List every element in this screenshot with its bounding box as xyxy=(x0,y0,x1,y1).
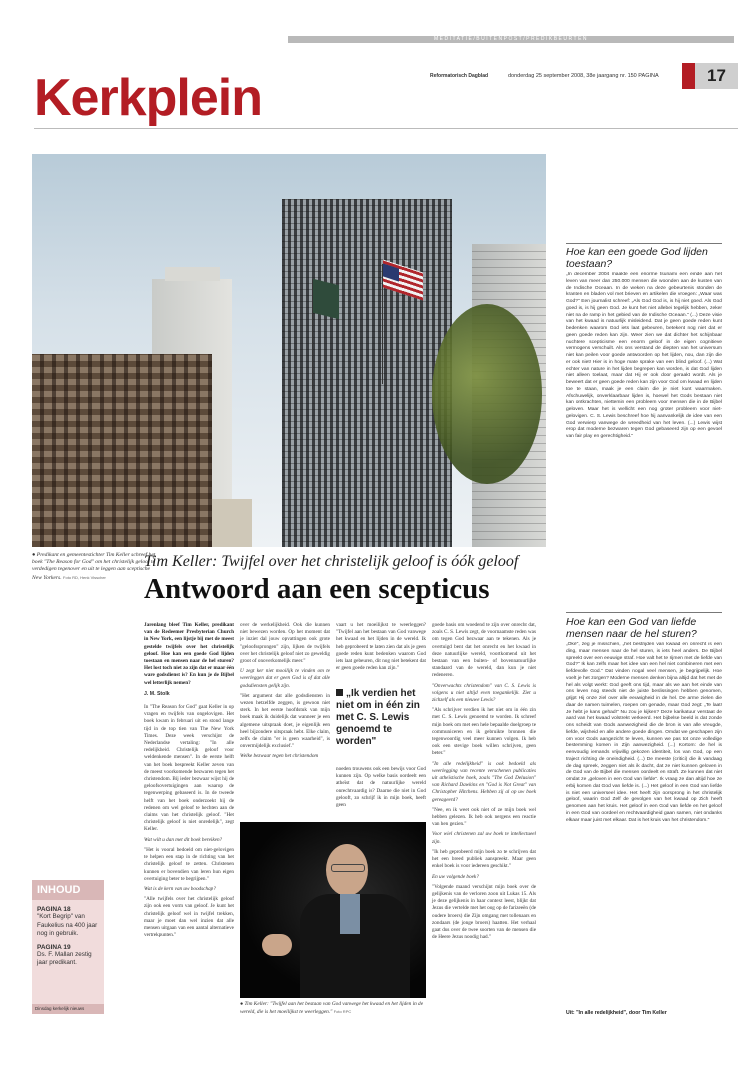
keller-photo-caption xyxy=(240,1001,426,1016)
article-column-4 xyxy=(432,622,536,944)
answer-6: "Nee, en ik weet ook niet of ze mijn boek wel hebben gelezen. Ik heb ook nergens een reactie van hen gezien." xyxy=(432,806,536,828)
article-column-2 xyxy=(240,622,330,764)
keller-glasses xyxy=(331,864,365,872)
sidebar2-source: Uit: "In alle redelijkheid", door Tim Keller xyxy=(566,1010,667,1016)
question-2: Wat is de kern van uw boodschap? xyxy=(144,885,216,892)
keller-shirt xyxy=(340,894,360,934)
answer-3: "Het argument dat alle godsdiensten in wezen hetzelfde zeggen, is gewoon niet sterk. In het eerste hoofdstuk van mijn boek maak ik duidelijk dat wanneer je een algemene uitspraak doet, je eigenlijk een heel bijzondere uitspraak hebt. Elke claim, zelfs de claim "er is geen waarheid", is onvermijdelijk exclusief." xyxy=(240,692,330,750)
caption-bullet: ● xyxy=(32,552,37,558)
sidebar2-rule xyxy=(566,612,722,613)
caption-bullet-2: ● xyxy=(240,1001,245,1007)
pull-quote-text: „Ik verdien het niet om in één zin met C. S. Lewis genoemd te worden" xyxy=(336,688,420,747)
sidebar2-title: Hoe kan een God van liefde mensen naar de hel sturen? xyxy=(566,616,697,640)
answer-5: "Als schrijver verdien ik het niet om in één zin met C. S. Lewis genoemd te worden. Ik schreef mijn boek om met een hele bepaalde doelgroep te communiceren en ik gebruikte bronnen die tegenwoordig veel meer kunnen volgen. Ik heb ook een stevige boek willen schrijven, geen beter." xyxy=(432,707,536,757)
caption-credit: Foto RD, Henk Visscher xyxy=(63,574,106,580)
question-5: "Onverwachts christendom" van C. S. Lewis is volgens u niet altijd even toegankelijk. Ziet u zichzelf als een nieuwe Lewis? xyxy=(432,682,536,704)
dateline: donderdag 25 september 2008, 38e jaargang nr. 150 PAGINA xyxy=(508,73,659,79)
central-skyscraper-floors xyxy=(282,199,452,547)
tree-foliage xyxy=(432,304,542,484)
question-8: En uw volgende boek? xyxy=(432,873,479,880)
tower-left-top xyxy=(165,267,220,281)
small-building xyxy=(212,499,252,547)
pull-quote-marker xyxy=(336,689,343,696)
question-3: U zegt ker niet mooilijk te vinden om te weerleggen dat er geen God is of dat alle godsdiensten gelijk zijn. xyxy=(240,668,330,689)
answer-8: "Volgende maand verschijnt mijn boek over de gelijkenis van de verloren zoon uit Lukas 15. Als je deze gelijkenis in haar context leest, blijkt dat Jezus die vertelde met het oog op de farizeeën (de oudere broers) die Zijn omgang met tollenaars en zondaars (de jonge broers) haatten. Het verhaal gaat dus over de twee soorten van de mensen die de Heere Jezus noodig had." xyxy=(432,883,536,941)
page-number-bar xyxy=(682,63,695,89)
inhoud-title: INHOUD xyxy=(32,880,104,900)
article-column-3b xyxy=(336,766,426,812)
article-column-3 xyxy=(336,622,426,675)
inhoud-item-18: "Kort Begrip" van Faukelius na 400 jaar nog in gebruik. xyxy=(37,913,98,937)
pull-quote xyxy=(336,688,426,748)
question-1: Wat wilt u dan met dit boek bereiken? xyxy=(144,836,223,843)
keller-caption-text: Tim Keller: "Twijfel aan het bestaan van God vanwege het kwaad en het lijden in de wereld, die is het moeilijkst te weerleggen." xyxy=(240,1001,424,1015)
sidebar1-title: Hoe kan een goede God lijden toestaan? xyxy=(566,246,708,270)
section-strip: MEDITATIE/BUITENPOST/PREDIKBEURTEN xyxy=(288,36,734,43)
article-lead: Jarenlang bleef Tim Keller, predikant van de Redeemer Presbyterian Church in New York, een lijstje bij met de meest gestelde twijfels over het christelijk geloof. Hoe kan een goede God lijden toestaan en mensen naar de hel sturen? Het lost toch niet zo zijn dat er maar één ware godsdienst is? En kun je de Bijbel wel letterlijk nemen? xyxy=(144,622,234,686)
article-headline: Antwoord aan een scepticus xyxy=(144,573,490,605)
sidebar2-text: „Oké", zeg je misschien, „het bestrijden van kwaad en onrecht is een ding, maar mensen naar de hel sturen, is iets heel anders. De Bijbel spreekt over een eeuwige straf. Hoe valt het te rijmen met de liefde van God?" Ik kan zelfs maar het idee van een hel niet combineren met een liefdevolle God." Dat vinden nogal veel mensen, je begrijpelijk. Hoe voelt je het zorgen? Moderne mensen denken bijna altijd dat het met de hel als volgt werkt: God geeft ons tijd, maar als we aan het einde van ons leven nog steeds niet de juiste beslissingen hebben genomen, grijpt Hij onze ziel over alle eeuwigheid in de hel. De arme zielen die daar de namen tuimelen, roepen om genade, maar God zegt: „Te laat! Je hebt je kans gehad!" Nu zou je kijken? Deze karikatuur verstaat de aard van het kwaad volstrekt verkeerd. Het bijbelse beeld is dat zonde ons scheidt van Gods aanwezigheid die de bron is van alle vreugde, liefde, wijsheid en alle andere goede dingen. Omdat we geschapen zijn om voor Gods aangezicht te leven, kunnen we pas tot onze volledige bestemming komen in Zijn aanwezigheid. (...) Kortom: de hel is eenvoudig iemands vrijwillig gekozen identiteit, los van God, op een traject richting de oneindigheid. (...) De meeste (critici) die ik vandaag de dag spreek, zeggen niet als ik dacht, dat ze niet kunnen geloven in de God van de Bijbel die mensen oordeelt en straft. Ze kunnen dat niet omdat ze „geloven in een God van liefde". Ik vraag ze dan altijd hoe ze erbij komen dat God van liefde is. (...) Het geloof in een God van liefde is niet een universeel idee. Het heeft zijn oorsprong in het christelijk geloof, waarin God Zelf de gevolgen van het kwaad op Zich heeft genomen aan het kruis. Het geloof in een God van liefde en het geloof in een God van oordeel en rechtvaardigheid gaan samen, niet ondanks elkaar maar juist met elkaar. Dat is het kruis van het christendom." xyxy=(566,642,722,823)
answer-2: "Alle twijfels over het christelijk geloof zijn ook een vorm van geloof. Je kunt het christelijk geloof wel in twijfel trekken, maar je moet dan wel inzien dat alle mensen uitgaan van een aantal alternatieve vertrekpunten." xyxy=(144,896,234,939)
article-body-4: goede basis om woedend te zijn over onrecht dat, zoals C. S. Lewis zegt, de voornaamste reden was om tegen God bezwaar aan te tekenen. Als je overtuigd bent dat het onrecht en het kwaad in deze natuurlijke wereld, voortkomend uit het bestaan van een buiten- of bovennatuurlijke standaard van de wereld, dan kun je niet redeneren. xyxy=(432,622,536,679)
inhoud-page-18: PAGINA 18 xyxy=(37,906,71,913)
article-body-3: vaart u het moeilijkst te weerleggen? "Twijfel aan het bestaan van God vanwege het kwaad en het lijden in de wereld. Ik heb geprobeerd te laten zien dat als je geen goede reden kunt bedenken waarom God iets laat gebeuren, dit nog niet betekent dat er geen goede reden kan zijn." xyxy=(336,622,426,672)
keller-hand xyxy=(262,934,292,956)
brown-building-windows xyxy=(32,354,212,547)
main-photo-caption xyxy=(32,552,156,582)
keller-caption-credit: Foto RPC xyxy=(333,1009,352,1014)
section-title: Kerkplein xyxy=(34,69,262,127)
inhoud-box xyxy=(32,880,104,1004)
question-7: Voor wiel christenen zal uw boek te intellectueel zijn. xyxy=(432,831,536,845)
answer-1: "Het is vooral bedoeld om niet-gelovigen te helpen een stap in de richting van het christelijk geloof te zetten. Christenen kunnen er bovendien van leren hun eigen overtuiging beter te begrijpen." xyxy=(144,846,234,882)
article-body-2: over de werkelijkheid. Ook die kunnen niet bewezen worden. Op het moment dat je inziet dal jouw opvattingen ook grote "geloofssprongen" zijn, lijken de twijfels over het christelijk geloof niet zo geweldig groot of onoverkomelijk meer." xyxy=(240,622,330,665)
inhoud-item-19: Ds. F. Mallan zestig jaar predikant. xyxy=(37,950,92,966)
answer-7: "Ik heb geprobeerd mijn boek zo te schrijven dat het een breed publiek aanspreekt. Maar geen enkel boek is voor iedereen geschikt." xyxy=(432,848,536,870)
article-author: J. M. Stolk xyxy=(144,690,170,697)
question-6: "In alle redelijkheid" is ook bedoeld als weerlegging van recente verschenen publicaties uit atheïstische hoek, zoals "The God Delusion" van Richard Dawkins en "God is Not Great" van Christopher Hitchens. Hebben zij al op uw boek gereageerd? xyxy=(432,760,536,803)
article-column-1 xyxy=(144,622,234,942)
sidebar1-text: „In december 2004 maakte een enorme tsunami een einde aan het leven van meer dan 250.000 mensen die woonden aan de kusten van de Indische Oceaan. In de weken na deze gebeurtenis stonden de kranten en bladen vol met brieven en artikelen die vroegen: „Waar was God?" Een journalist schreef: „Als God God is, is hij niet goed. Als God goed is, is hij geen God. Je kunt het niet allebei tegelijk hebben, zeker niet na de ramp in het gebied van de Indische Oceaan." (...) Deze visie van het kwaad is natuurlijk misleidend. Dat je geen goede reden kunt bedenken waarom God iets laat gebeuren, betekent nog niet dat er geen goede reden kan zijn. Weer zien we dat dichter het schijnbaar nuchtere scepticisme een enorm geloof in de eigen cognitieve vermogens verschuilt. Als ons verstand de diepten van het universum niet kan peilen voor goede antwoorden op het lijden, nou, dan zijn die er ook niet! Hier is in hoge mate sprake van een blind geloof. (...) Wat echter van nature in het lijden begrepen kan worden, is dat God lijden niet alleen toelaat, maar dat Hij er ook door geraakt wordt. Als je beweert dat er geen goede reden kan zijn voor God om kwaad en lijden toe te staan, maak je een claim die je niet kunt waarmaken. Afschuwelijk, onverklaarbaar lijden is, hoewel het Gods bestaan niet kan ontkrachten, niettemin een probleem voor mensen die in de Bijbel geloven. Maar het is wellicht een nog groter probleem voor niet-gelovigen. C. S. Lewis beschreef hoe hij aanvankelijk de idee van een God verwierp vanwege de wreedheid van het leven. (...) Lewis wijst erop dat moderne bezwaren tegen God gebaseerd zijn op een gevoel van fair play en gerechtigheid." xyxy=(566,272,722,439)
inhoud-footer: Dinsdag kerkelijk nieuws xyxy=(32,1004,104,1014)
article-kicker: Tim Keller: Twijfel over het christelijk geloof is óók geloof xyxy=(144,553,519,570)
masthead-rule xyxy=(34,128,738,129)
inhoud-page-19: PAGINA 19 xyxy=(37,943,71,951)
sidebar1-rule xyxy=(566,243,722,244)
page-number: 17 xyxy=(695,63,738,89)
newspaper-logo: Reformatorisch Dagblad xyxy=(430,73,489,79)
main-photo xyxy=(32,154,546,547)
caption-text: Predikant en gemeentestichter Tim Keller schreef het boek "The Reason for God" om het christelijk geloof te verdedigen tegenover en uit te leggen aan sceptische New Yorkers. xyxy=(32,552,156,581)
question-4: Welke bezwaar tegen het christendom xyxy=(240,753,319,760)
article-body-3b: noeden trouwens ook een bewijs voor God kunnen zijn. Op welke basis oordeelt een atheïst dat de natuurlijke wereld onrechtvaardig is? Daarne die niet in God gelooft, zo schrijf ik in mijn boek, heeft geen xyxy=(336,766,426,809)
flag-dark xyxy=(313,279,339,319)
keller-photo xyxy=(240,822,426,998)
article-body-1: In "The Reason for God" gaat Keller in op vragen en twijfels van ongelovigen. Het boek kwam in februari uit en stond lange tijd in de top tien van The New York Times. Deze week verschijnt de Nederlandse vertaling: "In alle redelijkheid. Christelijk geloof voor weldenkende mensen". In de eerste helft van het boek bespreekt Keller zeven van de meest voorkomende bezwaren tegen het christendom. Bij ieder bezwaar wijst hij de geloofsovertuigingen aan waarop de tegenwerping gebaseerd is. In de tweede helft van het boek onderzoekt hij de redenen om wel geloof te hechten aan de claims van het christelijk geloof. "Het christelijk geloof is niet onredelijk", zegt Keller. xyxy=(144,704,234,833)
